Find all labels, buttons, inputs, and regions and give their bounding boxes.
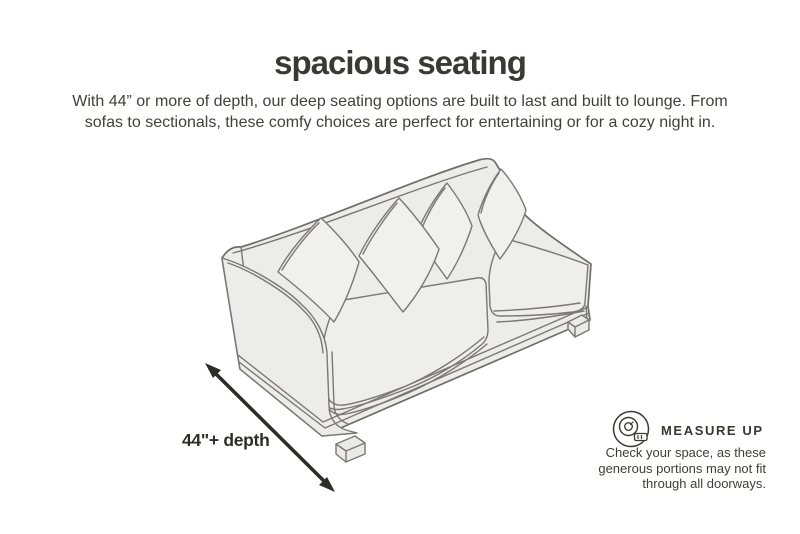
description-line-1: With 44” or more of depth, our deep seating options are built to last and built to lounge. From [72,93,728,110]
measure-up-note-line-1: Check your space, as these [605,445,766,460]
measure-up-note [546,445,766,492]
page-title: spacious seating [274,44,526,81]
description-line-2: sofas to sectionals, these comfy choices are perfect for entertaining or for a cozy night in. [84,114,716,131]
depth-dimension-label: 44"+ depth [182,430,270,450]
measure-up-heading: MEASURE UP [661,423,764,438]
measure-up-note-line-2: generous portions may not fit [598,460,766,476]
measure-up-note-line-3: through all doorways. [642,476,766,491]
